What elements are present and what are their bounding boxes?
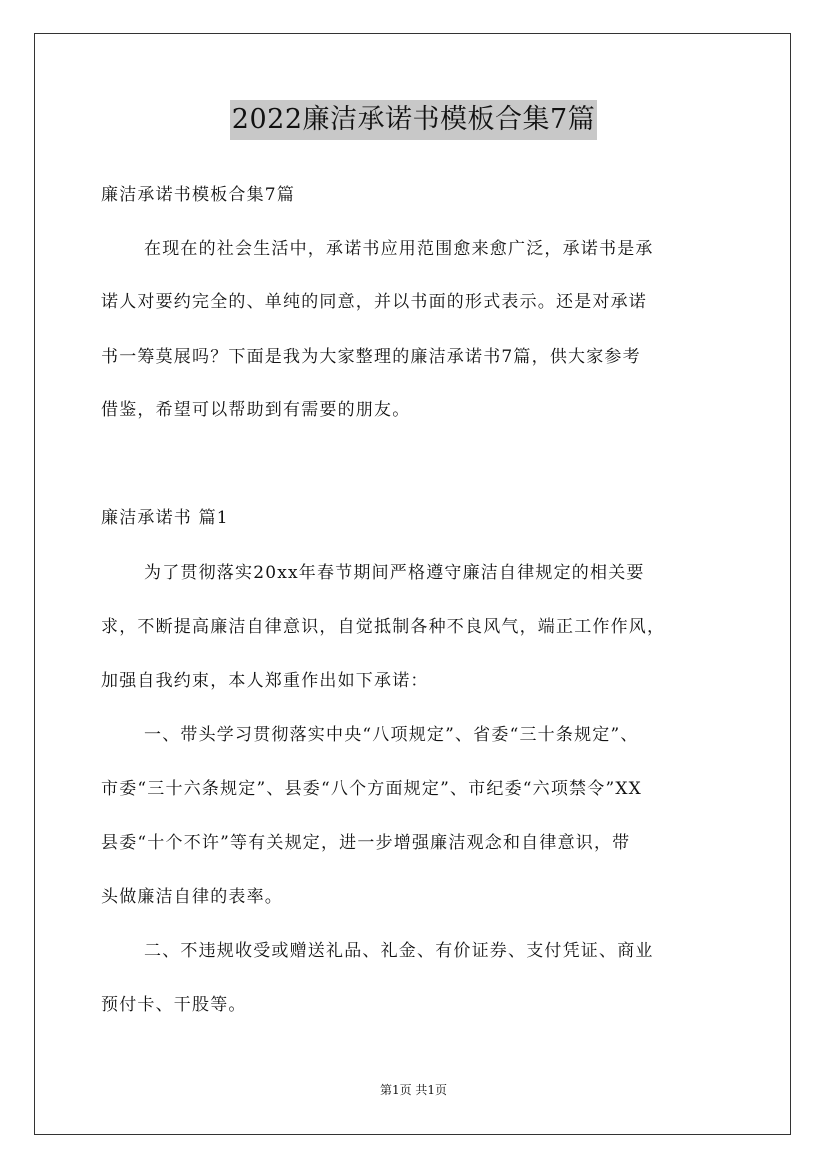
intro-line-1: 在现在的社会生活中，承诺书应用范围愈来愈广泛，承诺书是承 xyxy=(144,239,654,259)
body-line-2: 求，不断提高廉洁自律意识，自觉抵制各种不良风气，端正工作作风， xyxy=(101,617,666,637)
intro-line-4: 借鉴，希望可以帮助到有需要的朋友。 xyxy=(101,400,411,420)
body-line-4: 一、带头学习贯彻落实中央“八项规定”、省委“三十条规定”、 xyxy=(144,725,639,745)
page-footer: 第1页 共1页 xyxy=(379,1083,448,1097)
body-line-3: 加强自我约束，本人郑重作出如下承诺： xyxy=(101,671,429,691)
body-line-8: 二、不违规收受或赠送礼品、礼金、有价证券、支付凭证、商业 xyxy=(144,941,654,961)
body-line-9: 预付卡、干股等。 xyxy=(101,995,247,1015)
body-line-1: 为了贯彻落实20xx年春节期间严格遵守廉洁自律规定的相关要 xyxy=(144,563,645,583)
document-title: 2022廉洁承诺书模板合集7篇 xyxy=(230,100,597,140)
body-line-7: 头做廉洁自律的表率。 xyxy=(101,887,283,907)
body-line-6: 县委“十个不许”等有关规定，进一步增强廉洁观念和自律意识，带 xyxy=(101,833,631,853)
document-subtitle: 廉洁承诺书模板合集7篇 xyxy=(101,185,296,205)
body-line-5: 市委“三十六条规定”、县委“八个方面规定”、市纪委“六项禁令”XX xyxy=(101,779,642,799)
intro-line-2: 诺人对要约完全的、单纯的同意，并以书面的形式表示。还是对承诺 xyxy=(101,292,647,312)
section-heading: 廉洁承诺书 篇1 xyxy=(101,508,229,528)
intro-line-3: 书一筹莫展吗？下面是我为大家整理的廉洁承诺书7篇，供大家参考 xyxy=(101,347,641,367)
title-container xyxy=(0,100,827,140)
